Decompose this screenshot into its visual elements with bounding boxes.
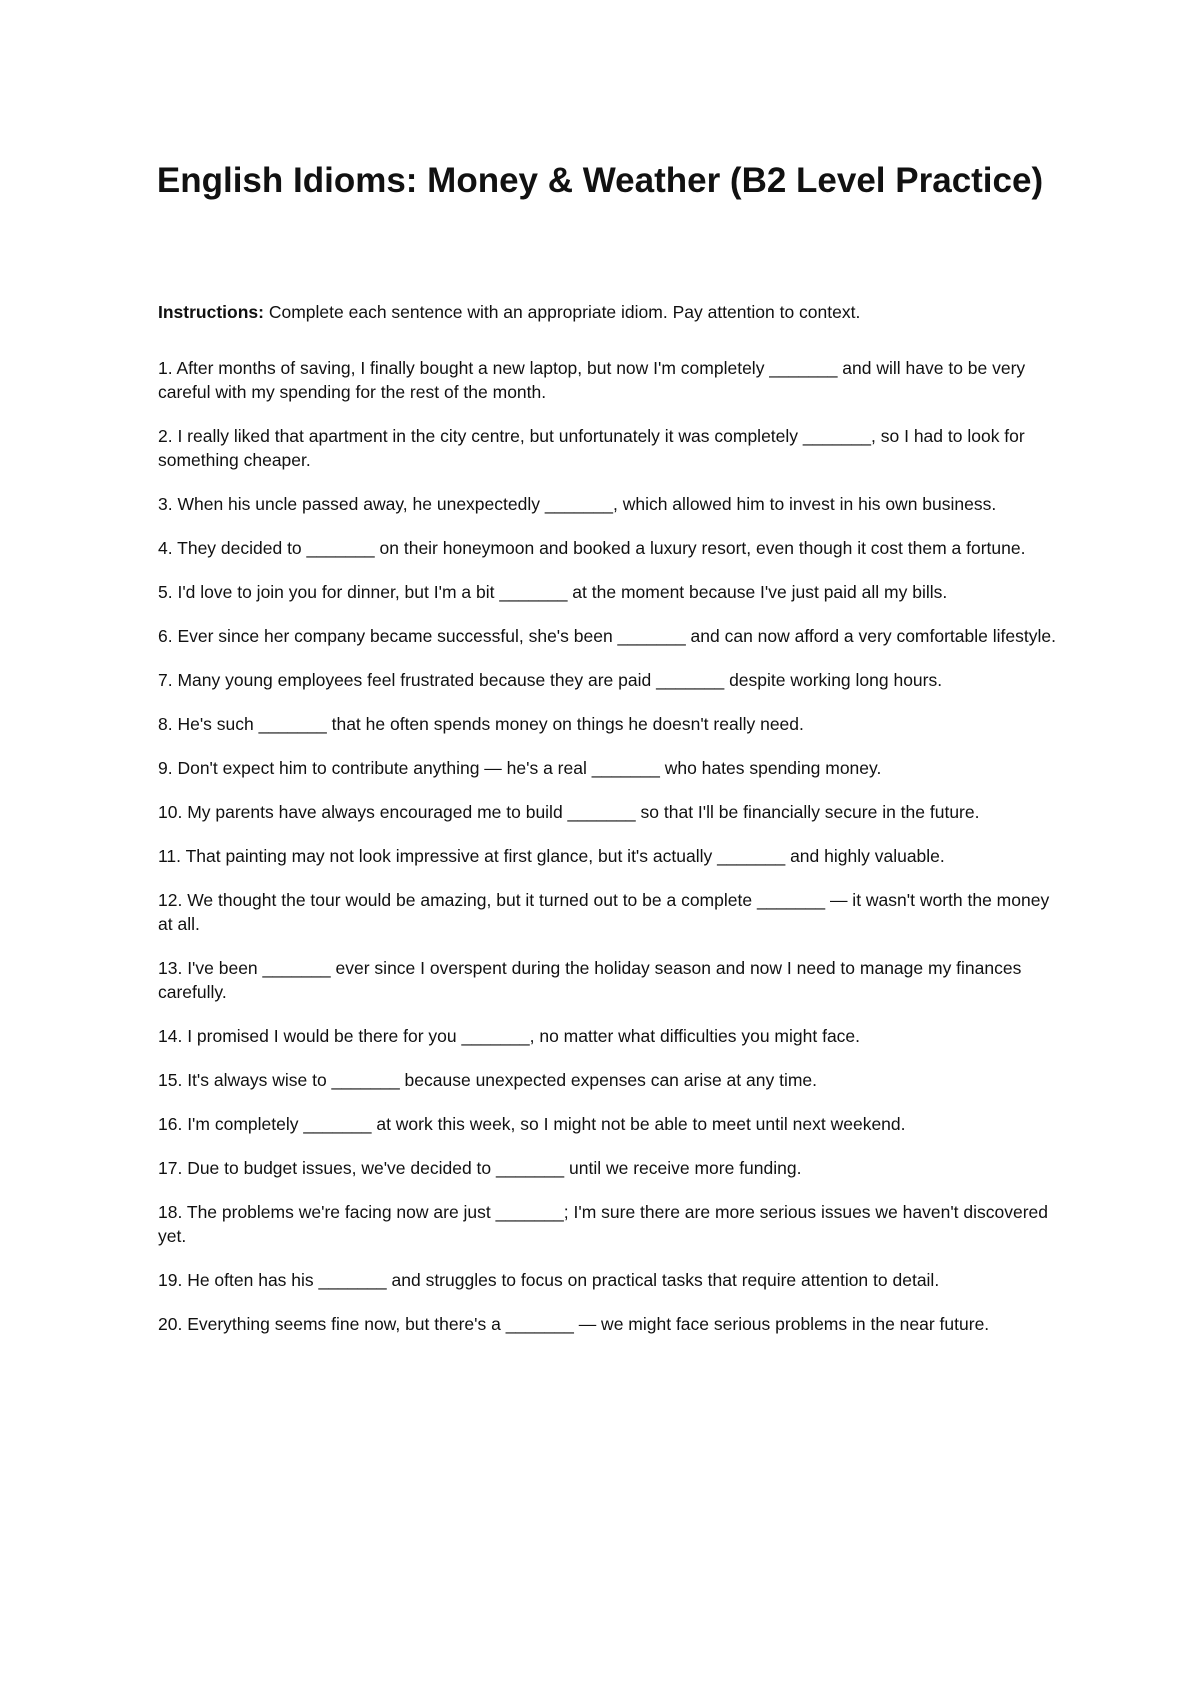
question-item: 10. My parents have always encouraged me to build _______ so that I'll be financially secure in the future. [158,802,980,822]
question-item: 11. That painting may not look impressive at first glance, but it's actually _______ and highly valuable. [158,846,945,866]
question-item: 12. We thought the tour would be amazing, but it turned out to be a complete _______ — it wasn't worth the money at all. [158,890,1050,934]
question-item: 15. It's always wise to _______ because unexpected expenses can arise at any time. [158,1070,818,1090]
question-list [158,356,1058,1356]
instructions [158,300,1058,324]
question-item: 9. Don't expect him to contribute anything — he's a real _______ who hates spending money. [158,758,882,778]
question-item: 18. The problems we're facing now are just _______; I'm sure there are more serious issues we haven't discovered yet. [158,1202,1049,1246]
question-item: 13. I've been _______ ever since I overspent during the holiday season and now I need to manage my finances carefully. [158,958,1022,1002]
question-item: 14. I promised I would be there for you _______, no matter what difficulties you might face. [158,1026,861,1046]
question-item: 2. I really liked that apartment in the city centre, but unfortunately it was completely _______, so I had to look for something cheaper. [158,426,1025,470]
question-item: 8. He's such _______ that he often spends money on things he doesn't really need. [158,714,804,734]
question-item: 7. Many young employees feel frustrated because they are paid _______ despite working long hours. [158,670,943,690]
question-item: 1. After months of saving, I finally bought a new laptop, but now I'm completely _______ and will have to be very careful with my spending for the rest of the month. [158,358,1026,402]
page-title: English Idioms: Money & Weather (B2 Level Practice) [156,161,1044,200]
question-item: 6. Ever since her company became successful, she's been _______ and can now afford a very comfortable lifestyle. [158,626,1056,646]
instructions-text: Complete each sentence with an appropriate idiom. Pay attention to context. [268,302,861,322]
question-item: 5. I'd love to join you for dinner, but I'm a bit _______ at the moment because I've just paid all my bills. [158,582,948,602]
question-item: 19. He often has his _______ and struggles to focus on practical tasks that require attention to detail. [158,1270,940,1290]
instructions-label: Instructions: [158,302,264,322]
question-item: 17. Due to budget issues, we've decided to _______ until we receive more funding. [158,1158,802,1178]
question-item: 16. I'm completely _______ at work this week, so I might not be able to meet until next weekend. [158,1114,906,1134]
question-item: 20. Everything seems fine now, but there's a _______ — we might face serious problems in the near future. [158,1314,990,1334]
question-item: 4. They decided to _______ on their honeymoon and booked a luxury resort, even though it cost them a fortune. [158,538,1026,558]
question-item: 3. When his uncle passed away, he unexpectedly _______, which allowed him to invest in his own business. [158,494,997,514]
